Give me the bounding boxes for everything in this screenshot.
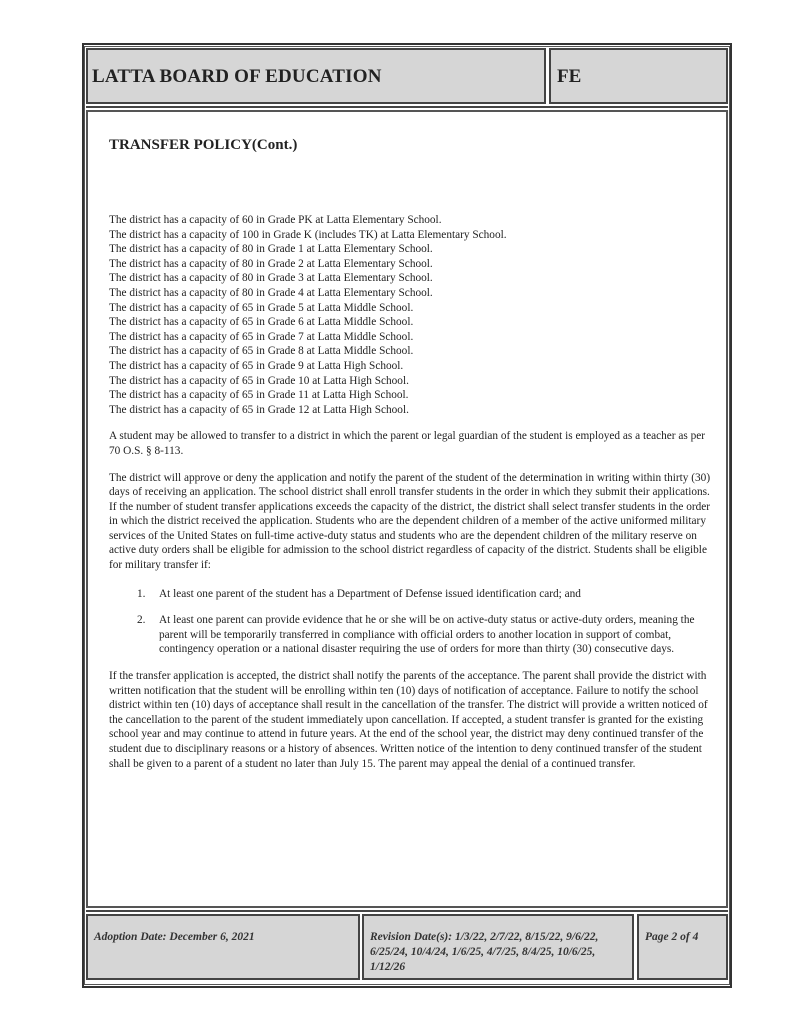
revision-dates: Revision Date(s): 1/3/22, 2/7/22, 8/15/22, 9/6/22, 6/25/24, 10/4/24, 1/6/25, 4/7/25, 8/4/25, 10/6/25, 1/12/26 [362, 914, 634, 980]
board-title: LATTA BOARD OF EDUCATION [86, 48, 546, 104]
list-text: At least one parent can provide evidence that he or she will be on active-duty status or active-duty orders, meaning the parent will be temporarily transferred in compliance with official orders to another location in support of combat, contingency operation or a national disaster requiring the use of orders for more than thirty (30) consecutive days. [159, 614, 695, 656]
capacity-line: The district has a capacity of 65 in Grade 6 at Latta Middle School. [109, 316, 414, 329]
paragraph-approval: The district will approve or deny the application and notify the parent of the student of the determination in writing within thirty (30) days of receiving an application. The school district shall enroll transfer students in the order in which they submit their applications. If the number of student transfer applications exceeds the capacity of the district, the district shall select transfer students in the order in which the district received the application. Students who are the dependent children of a member of the active uniformed military services of the United States on full-time active-duty status and students who are the dependent children of the military reserve on active duty orders shall be eligible for admission to the school district regardless of capacity of the district. Students shall be eligible for military transfer if: [109, 471, 711, 572]
capacity-line: The district has a capacity of 60 in Grade PK at Latta Elementary School. [109, 214, 442, 226]
adoption-date: Adoption Date: December 6, 2021 [86, 914, 360, 980]
list-item [109, 613, 719, 657]
section-title: TRANSFER POLICY(Cont.) [109, 137, 298, 153]
list-number: 1. [137, 587, 146, 600]
list-item [109, 587, 719, 602]
capacity-line: The district has a capacity of 65 in Grade 12 at Latta High School. [109, 403, 409, 416]
capacity-line: The district has a capacity of 65 in Grade 10 at Latta High School. [109, 374, 409, 387]
paragraph-employed-teacher: A student may be allowed to transfer to a district in which the parent or legal guardian of the student is employed as a teacher as per 70 O.S. § 8-113. [109, 430, 706, 457]
capacity-line: The district has a capacity of 100 in Grade K (includes TK) at Latta Elementary School. [109, 228, 507, 241]
list-number: 2. [137, 614, 146, 627]
capacity-line: The district has a capacity of 80 in Grade 3 at Latta Elementary School. [109, 272, 433, 285]
header-divider [86, 106, 728, 108]
policy-code: FE [549, 48, 728, 104]
capacity-line: The district has a capacity of 80 in Grade 1 at Latta Elementary School. [109, 243, 433, 256]
policy-content [109, 213, 719, 771]
capacity-line: The district has a capacity of 65 in Grade 7 at Latta Middle School. [109, 330, 414, 343]
military-criteria-list [109, 587, 719, 657]
list-text: At least one parent of the student has a Department of Defense issued identification card; and [159, 587, 581, 600]
page-number: Page 2 of 4 [637, 914, 728, 980]
capacity-line: The district has a capacity of 65 in Grade 9 at Latta High School. [109, 359, 404, 372]
capacity-line: The district has a capacity of 65 in Grade 11 at Latta High School. [109, 389, 409, 402]
footer-divider [86, 910, 728, 912]
capacity-line: The district has a capacity of 80 in Grade 4 at Latta Elementary School. [109, 286, 433, 299]
capacity-list [109, 213, 719, 417]
capacity-line: The district has a capacity of 65 in Grade 5 at Latta Middle School. [109, 301, 414, 314]
paragraph-acceptance: If the transfer application is accepted, the district shall notify the parents of the acceptance. The parent shall provide the district with written notification that the student will be enrolling within ten (10) days of notification of acceptance. Failure to notify the school district within ten (10) days of acceptance shall result in the cancellation of the transfer. The district will provide a written noticed of the cancellation to the parent of the student immediately upon cancellation. If accepted, a student transfer is granted for the existing school year and may continue to attend in future years. At the end of the school year, the district may deny continued transfer of the student due to disciplinary reasons or a history of absences. Written notice of the intention to deny continued transfer of the student shall be given to a parent of a student no later than July 15. The parent may appeal the denial of a continued transfer. [109, 670, 708, 770]
capacity-line: The district has a capacity of 80 in Grade 2 at Latta Elementary School. [109, 257, 433, 270]
capacity-line: The district has a capacity of 65 in Grade 8 at Latta Middle School. [109, 345, 414, 358]
